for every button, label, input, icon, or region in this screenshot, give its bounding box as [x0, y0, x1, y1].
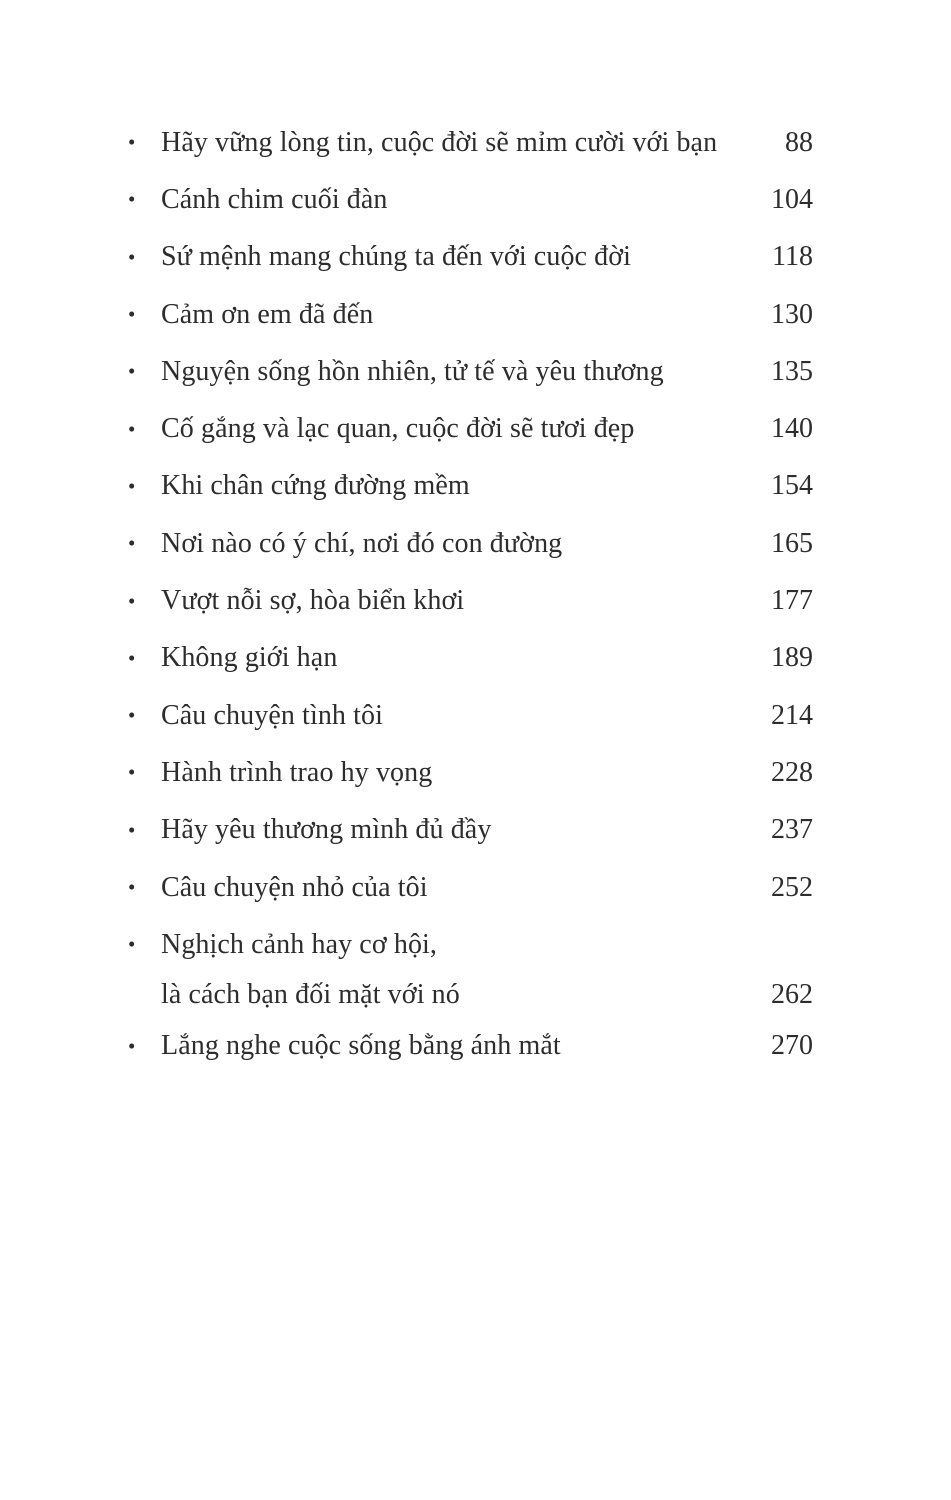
toc-item-content	[161, 916, 813, 1017]
toc-item-page: 88	[785, 126, 813, 158]
toc-item-page: 140	[771, 413, 813, 445]
toc-item-line2	[161, 973, 813, 1017]
toc-item-title-line2: là cách bạn đối mặt với nó	[161, 979, 460, 1011]
bullet-icon: •	[128, 416, 136, 441]
bullet-icon: •	[128, 130, 136, 155]
toc-item	[128, 572, 813, 629]
bullet-icon: •	[128, 645, 136, 670]
bullet-icon: •	[128, 588, 136, 613]
toc-item-page: 237	[771, 814, 813, 846]
toc-item-page: 118	[772, 241, 813, 273]
bullet-icon: •	[128, 244, 136, 269]
bullet-icon: •	[128, 187, 136, 212]
toc-item-title: Hãy vững lòng tin, cuộc đời sẽ mỉm cười với bạn	[161, 126, 718, 158]
toc-item-title: Khi chân cứng đường mềm	[161, 470, 470, 502]
toc-item-title: Sứ mệnh mang chúng ta đến với cuộc đời	[161, 241, 632, 273]
toc-item-page: 252	[771, 871, 813, 903]
toc-item-page: 104	[771, 183, 813, 215]
bullet-icon: •	[128, 932, 136, 957]
toc-item-title: Câu chuyện nhỏ của tôi	[161, 871, 428, 903]
bullet-icon: •	[128, 302, 136, 327]
toc-item-title: Câu chuyện tình tôi	[161, 699, 383, 731]
table-of-contents	[128, 114, 813, 1075]
toc-item-title: Không giới hạn	[161, 642, 338, 674]
toc-item	[128, 1017, 813, 1074]
bullet-icon: •	[128, 703, 136, 728]
toc-item-title: Nguyện sống hồn nhiên, tử tế và yêu thương	[161, 355, 664, 387]
toc-item-page: 154	[771, 470, 813, 502]
bullet-icon: •	[128, 817, 136, 842]
toc-item-title: Hãy yêu thương mình đủ đầy	[161, 814, 492, 846]
bullet-icon: •	[128, 531, 136, 556]
toc-item	[128, 114, 813, 171]
toc-item-page: 130	[771, 298, 813, 330]
toc-item-page: 189	[771, 642, 813, 674]
toc-item	[128, 171, 813, 228]
bullet-icon: •	[128, 1033, 136, 1058]
toc-item-page: 135	[771, 355, 813, 387]
bullet-icon: •	[128, 875, 136, 899]
toc-item-title: Hành trình trao hy vọng	[161, 756, 433, 788]
toc-item	[128, 802, 813, 859]
toc-item-title: Cánh chim cuối đàn	[161, 183, 388, 215]
toc-item	[128, 458, 813, 515]
bullet-icon: •	[128, 760, 136, 785]
toc-item	[128, 343, 813, 400]
toc-item-page: 165	[771, 527, 813, 559]
toc-item	[128, 229, 813, 286]
toc-item-title: Lắng nghe cuộc sống bằng ánh mắt	[161, 1030, 561, 1062]
toc-item	[128, 916, 813, 1017]
toc-item-title-line1: Nghịch cảnh hay cơ hội,	[161, 928, 438, 960]
bullet-icon: •	[128, 473, 136, 498]
toc-item-title: Vượt nỗi sợ, hòa biển khơi	[161, 585, 465, 617]
toc-item	[128, 744, 813, 801]
toc-item-title: Nơi nào có ý chí, nơi đó con đường	[161, 527, 563, 559]
toc-item-page: 270	[771, 1030, 813, 1062]
bullet-icon: •	[128, 359, 136, 384]
toc-item	[128, 400, 813, 457]
toc-item	[128, 515, 813, 572]
toc-item	[128, 687, 813, 744]
toc-item-page: 262	[771, 979, 813, 1011]
toc-item-title: Cảm ơn em đã đến	[161, 298, 374, 330]
toc-item	[128, 630, 813, 687]
toc-item	[128, 859, 813, 916]
toc-item-title: Cố gắng và lạc quan, cuộc đời sẽ tươi đẹp	[161, 413, 635, 445]
toc-item-page: 177	[771, 585, 813, 617]
toc-item-page: 214	[771, 699, 813, 731]
toc-item	[128, 286, 813, 343]
toc-item-page: 228	[771, 756, 813, 788]
